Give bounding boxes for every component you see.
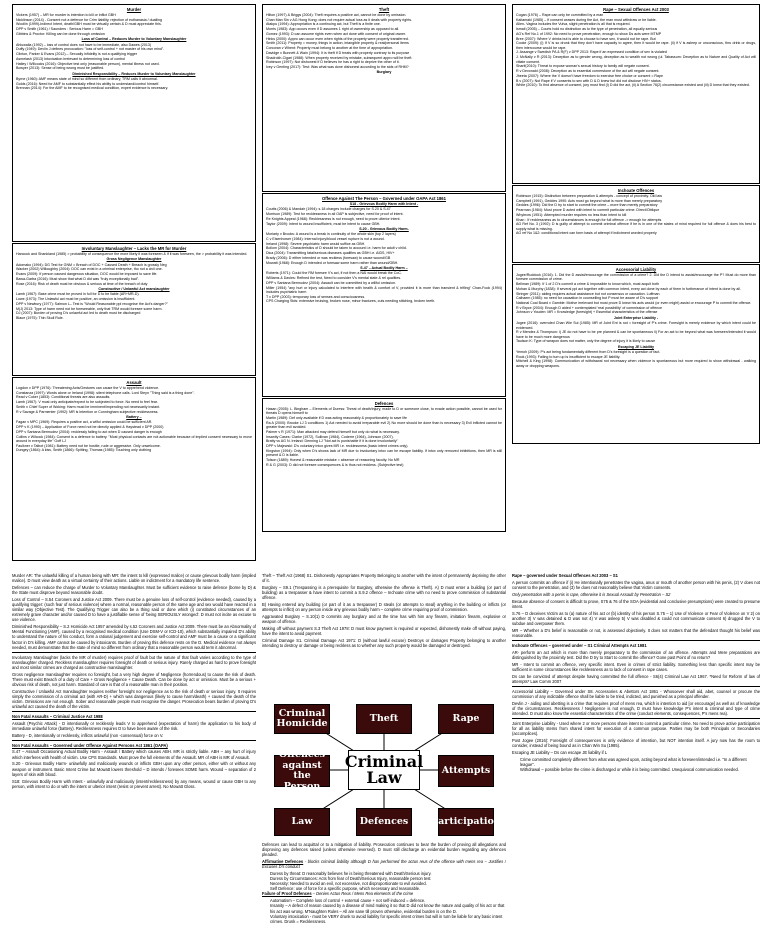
affirmative-desc: - blocks criminal liability although D has performed the actus reus of the offence with mens rea – Justifies / Excuses D's conduct	[262, 859, 506, 870]
assault-panel	[12, 377, 256, 561]
defences-line: Palmer v R (1971): Man attacked may defend himself but only do what is necessary.	[266, 429, 400, 434]
theft-panel	[262, 4, 506, 192]
assault-line: R v Savage & Parmenter (1992): MR is Intention or Cunningham subjective recklessness.	[16, 409, 159, 414]
escaping-list	[512, 757, 760, 772]
gross-negligence-text: Gross negligence manslaughter requires no foresight, but a very high degree of Negligence (horrendous) to cause the risk of death. There must exist Breach of a duty of Care + Gross Negligence + Cause Death. Can be done by act or omission. Must be a serious + obvious risk of death, not just harm. Standard of care is that of a reasonable man in their position.	[12, 671, 256, 687]
inchoate-ar-text: AR- perform an act which is more than merely preparatory to the commission of an offence. Attempts and Mere preparations are distinguished by the proximity test. Did the D try to Start to commit the offence? Gone past Point of no return?	[512, 649, 760, 660]
gross-line: Bawa-Garba (2016): Must show that what D did was "truly exceptionally bad".	[16, 276, 140, 281]
accessorial-line: R v Bryce (2004): Enough D aided + contemplated 'real possibility' of commission of offence	[516, 305, 663, 310]
battery-line: DPP v Santana Bermudez (2004): recklessly failing to act when D caused danger is enough	[16, 429, 162, 434]
s47-heading: S.47 – Actual Bodily Harm –	[360, 265, 408, 270]
inchoate-title: Inchoate Offences	[617, 188, 655, 193]
rape-line: Jheeta (2007): Where the V doesn't have freedom to exercise free choice or consent = Rape	[516, 73, 664, 78]
burglary-heading: Burglary	[376, 70, 392, 75]
theft-line: Shadrokh-Cigari (1988): When property received by mistake, subsequent appro will be theft.	[266, 55, 413, 60]
defences-line: Bratty vs AG N. Ireland: Denning LJ "Not act is punishable if it is done involuntarily"	[266, 439, 398, 444]
theft-line: Smith (2011): Property = money, things in action, intangible property & real/personal items	[266, 41, 409, 46]
escaping-line: Mitchell & King (1998): Communication of withdrawal not necessary when violence is spontaneous but more required to show withdrawal - walking away or dropping weapons.	[516, 359, 756, 368]
murder-panel	[12, 4, 256, 242]
dim-resp-line: Byrne (1960): AMF means state of mind so different from ordinary, TRM calls it abnormal.	[16, 76, 158, 81]
list-item: • Withdrawal – possible before the crime is discharged or while it is being committed. Unequivocal communication needed.	[520, 767, 760, 772]
s18-line: Taylor (2009): Intent to wound insufficient, must be intent to cause GBH.	[266, 221, 381, 226]
joint-enterprise-line: Taulson K: Type of weapon does not matter, only the degree of injury it is likely to cause	[516, 339, 656, 344]
criminal-law-diagram	[272, 700, 501, 840]
theft-line: Chan Man Sin v AG Hong Kong: does not require actual loss as it deals with property rights.	[266, 17, 413, 22]
assault-line: Lamb (1967): V must only anticipate/expect to be subjected to force. No need to feel fear.	[16, 400, 158, 405]
defences-line: Martin (1989): Def only available if D was acting reasonably & proportionately to save life	[266, 416, 408, 421]
assault-line: Read v Coker (1853): Conditional threats are also assaults.	[16, 395, 111, 400]
s20-line: Moriarty v Brooks: A wound is a break in continuity of the whole skin (top 2 layers)	[266, 232, 396, 237]
gross-line: Evans (2009): If person caused dangerous situation, DOC would be imposed to save life.	[16, 272, 158, 277]
s20-text: S.20 - Grievous Bodily Harm- unlawfully and maliciously wounds or inflicts GBH upon any other person, either with or without any weapon or instrument. Basic Intent Crime but Mowatt lowers threshold – D intends / foresees SOME harm. Wound – separation of 2 layers of skin with blood.	[12, 761, 256, 777]
defences-low-text: Defences can lead to acquittal or to a mitigation of liability. Prosecution continues to bear the burden of proving all allegations and disproving any defences raised (unless otherwise reversed). D must still discharge an evidential burden regarding any defences pleaded.	[262, 842, 506, 858]
murder-title: Murder	[126, 7, 142, 12]
inchoate-line: Whybrow (1951): Attempted murder requires no less than intent to kill	[516, 212, 627, 217]
theft-line: Corcoran v Whent: Property must belong to another at the time of appropriation.	[266, 46, 394, 51]
rape-title: Rape – Sexual Offences Act 2003	[603, 7, 669, 12]
rape-panel	[512, 4, 760, 184]
list-item: • Insanity – A defect of reason caused by a disease of mind making it so that D did not know the nature and quality of his act or that his act was wrong. M'Naughten Rules – All are sane till proven otherwise, evidential burden is on the D.	[270, 903, 506, 913]
rape-italic-text: Only penetration with a penis is rape, otherwise it is Sexual Assault by Penetration – S2	[512, 591, 671, 597]
joint-enterprise-line: R v Mendez & Thompson: i) JE do not have to be pre planned & can be spontaneous ii) For an act to be beyond what was foreseen/intended it would have to be much more dangerous	[516, 330, 756, 339]
oapa-panel	[262, 193, 506, 397]
mr-text: MR – Whether a D's belief is reasonable or not, is assessed objectively. It does not matters that the defendant thought his belief was reasonable.	[512, 627, 760, 638]
battery-heading: Battery –	[126, 415, 142, 420]
constructive-line: DPP v Newbury (1977): Salmon L– Test is "Would Reasonable ppl recognise the Act's danger?"	[16, 301, 168, 306]
rape-line: Ismail (2005) – Courts hold no distinction as to the type of penetration, all equally serious	[516, 27, 658, 32]
list-item: • Crime committed completely different from what was agreed upon, acting beyond what is foreseen/intended i.e. "In a different league".	[520, 757, 760, 767]
rape-line: White (2010): To find absence of consent, jury must find (i) D did the act, (ii) A Section 76(2) circumstance existed and (iii) D knew that they existed.	[516, 83, 750, 88]
diagram-box-law: Law	[274, 808, 330, 836]
inchoate-line: Campbell (1991), Geddes 1990: Acts must go beyond what is more than merely preparatory	[516, 198, 663, 203]
s20-line: Mowatt (1968): Enough D intended or foresaw some harm rather than wound/GBH.	[266, 260, 399, 265]
failure-text	[262, 891, 506, 896]
dim-resp-line: Brennan (2014): For the AMF to be recognised medical condition, expert evidence is necessary.	[16, 86, 169, 91]
accessorial-panel	[512, 264, 760, 444]
battery-line: Fagan v MPC (1969): Requires a positive act, a wilful omission could be sufficient AR.	[16, 420, 153, 425]
battery-line: Faulkner v Talbot (1981): Battery need not be hostile, rude or aggressive. Only unwelcome.	[16, 443, 161, 448]
escaping-text: Escaping JE Liability – Ds can escape JE liability if L	[512, 749, 608, 755]
murder-line: Gibbins & Proctor: Killing can be done through omission	[16, 31, 105, 36]
rape-line: Kaitamaki (1985) – If consent ceases during the Act, the man must withdraw or be liable.	[516, 17, 657, 22]
defences-line: DPP v Majewski: D's voluntary intox gives MR i.e. recklessness (basic intent crimes only).	[266, 444, 409, 449]
s18-heading: S18 - Grievous Bodily Harm with Intent -	[349, 202, 419, 206]
divider	[512, 640, 760, 641]
dim-resp-text: Diminished Responsibility – S.2 Homicide Act 1957 amended by s.52 Coroners and Justice Act 2009. There must be an Abnormality of Mental Functioning (AMF), caused by a recognised medical condition (Use DSM-V or ICD-10), which substantially impaired D's ability to understand the nature of his conduct, form a rational judgement and exercise self-control and AMF must be a cause or a significant factor in D's killing. AMF cannot be caused by intoxicants. Burden of proving this defence rests on the D. Medical evidence not always needed, must demonstrate that the state of mind so different from ordinary that a reasonable person would term it abnormal.	[12, 624, 256, 650]
diagram-box-attempts: Attempts	[438, 755, 494, 787]
gross-heading: Gross Negligence Manslaughter	[106, 257, 162, 262]
involuntary-text: Involuntary Manslaughter (lacks the MR of murder) requires proof of fault but the nature of that fault varies according to the type of manslaughter charged. Reckless manslaughter requires foresight of death or serious injury. Rarely charged as hard to prove foresight and most similar crimes are charged as constructive manslaughter.	[12, 654, 256, 670]
non-fatal-heading: Non Fatal Assaults – Criminal Justice Act 1988	[12, 713, 103, 719]
rape-line: Sharif(2010): Threat to expose woman's sexual history to family will negate consent.	[516, 64, 650, 69]
inchoate-panel	[512, 185, 760, 263]
defences-text: Defences – can reduce the charge of Murder to Voluntary Manslaughter. Must be sufficient evidence to raise defence (borne by D) & the State must disprove beyond reasonable doubt.	[12, 584, 256, 596]
constructive-line: Lowe (1973): The Unlawful act must be positive, an omission is insufficient.	[16, 297, 136, 302]
gross-line: Adomako (1994): DG Test for GNM = Breach of DOC + Caused Death + Breach is grossly Neg	[16, 262, 167, 267]
assault-line: Smith v Chief Super of Woking: Harm must be imminent/impending not necessarily instant.	[16, 404, 161, 409]
gross-line: Wacker (2002) Willoughby (2004): DOC can exist in a criminal enterprise, tho not a civil one.	[16, 267, 163, 272]
loss-control-line: Ahluwalia (1992) – loss of control does not have to be immediate, also Dawes (2013)	[16, 42, 152, 47]
constructive-line: Lamb (1967): Base crime must be proved in full for D to be liable (AR+MR-D).	[16, 292, 140, 297]
list-item: • Duress by threat: D reasonably believes he is being threatened with Death/Serious injury.	[270, 871, 506, 876]
s47-line: T v DPP (2003): temporary loss of senses and consciousness.	[266, 294, 366, 299]
diagram-box-oap: Offences against the Person	[274, 755, 330, 787]
s20-line: Brady (2006): D either intended or was reckless (foresaw) to cause wound/GB	[266, 255, 391, 260]
s47-line: Roberts (1971): Could the RM foresee V's act, if not then a NAI would break the CoC.	[266, 271, 402, 276]
list-item: • Self Defence: use of force for a specific purpose, which necessary and reasonable.	[270, 886, 506, 891]
rape-line: J. Assange v Swedish PA & R(F) v DPP 2013: Rape if an expressed condition of sex is violated	[516, 50, 667, 55]
joint-enterprise-text: Joint Enterprise Liability - Used where 2 or more persons share intent to commit a particular crime. No need to prove active participation for all as liability stems from shared intent for execution of a common purpose. Parties may be both Principals or Secondaries (accomplices).	[512, 720, 760, 736]
assault-line: Logdon v DPP (1976): Threatening Acts/Gestures can cause the V to apprehend violence.	[16, 386, 160, 390]
divider	[12, 711, 256, 712]
s76-text: S.76 – D deceives Victim as to (a) nature of his act or (b) identity of his person S.75 – 1) Use of Violence or Fear of Violence on V 2) on another 3) V was detained & D was not 4) V was asleep 5) V was disabled & could not communicate consent 6) drugged the V to subdue and overpower them.	[512, 610, 760, 626]
theft-line: Morris (1983): App occurs even if D assumes 1 right of ownership as opposed to all.	[266, 27, 400, 32]
battery-text: Battery - D, intentionally or recklessly, inflicts unlawful (non -consensual) force on V.	[12, 732, 164, 738]
battery-line: Dungey (1864): A kiss, Smith (1866): Spitting, Thomas (1985): Touching only clothing	[16, 448, 152, 453]
accessorial-line: Johnson v Youden: MR = Knowledge (foresight) + Essential characteristics of the offense	[516, 310, 658, 315]
murder-line: Nicklinson (2014) - Consent not a defence for Crim liability, rejection of euthanasia / dualling	[16, 17, 162, 22]
diagram-box-theft: Theft	[356, 704, 412, 734]
s20-line: C v Eisenhower (1984): Internal injury/blood vessel rupture is not a wound.	[266, 236, 385, 241]
murder-line: DPP v Smith (1961) / Saunders : Serious Harm = GBH	[16, 27, 103, 32]
escaping-line: Rook (1993): Failing to turn up is insufficient to escape JE liability.	[516, 354, 621, 359]
involuntary-title: Involuntary Manslaughter – Lacks the MR for Murder	[81, 246, 187, 251]
list-item: • Duress by Circumstances: Acts from fear of Death/Serious Injury, reasonable person test	[270, 876, 506, 881]
theft-line: Gomez (1993): D can assume rights even when act done with consent of original owner.	[266, 31, 407, 36]
dim-resp-heading: Diminished Responsibility – Reduces Murder to Voluntary Manslaughter	[72, 71, 196, 76]
inchoate-heading: Inchoate Offences – governed under – S1 Criminal Attempts Act 1981	[512, 642, 647, 648]
accessorial-line: Jogee/Ruddock (2016): 1. Did the D assist/encourage the commission of a crime? 2. Did the D intend to assist/encourage the P? Must do more than foresee commission of crime.	[516, 273, 756, 282]
s47-text: S.47 – Assault Occasioning Actual Bodily Harm - Assault / Battery which causes ABH. MR is strictly liable. ABH – any hurt of injury which interferes with health of victim. Use CPS Standards. Must prove the full elements of the Assault. MR of ABH is MR of Assault.	[12, 749, 256, 760]
inchoate-line: AG ref No 1&2: conditional intent can form basis of attempt if indictment worded properly	[516, 231, 657, 236]
inchoate-line: AG Ref No. 3 (1992): D is guilty of attempt to commit criminal offence if he is in one of the states of mind required for full offence & does his best to supply what is missing.	[516, 222, 756, 231]
rape-line: Cooke (2009): (i) If V is so drunk that they don't have capacity to agree, then it would be rape. (ii) if V is asleep or unconscious, thru drink or drugs, then intercourse would be rape.	[516, 41, 756, 50]
s18-line: Re Knights Appeal (1968): Recklessness is not enough, need to prove ulterior intent.	[266, 216, 401, 221]
divider	[512, 718, 760, 719]
s47-line: DPP v Santana Bermudez (2004): Assault can be committed by a willful omission.	[266, 280, 396, 285]
joint-enterprise-line: Jogee (2016): overruled Chan Wie Sui (1985): MR of Joint Ent is not = foresight of P's crime. Foresight is merely evidence by which intent could be evidenced.	[516, 321, 756, 330]
accessorial-line: National Coal Board v Gamble: Motive irrelevant but must prove D knew his acts would (or even might) assist or encourage P to commit the offence.	[516, 301, 752, 306]
theft-line: Davidge v Bunnett & Wain (1994): It is theft if D treats with property contrary to its purpose	[266, 50, 410, 55]
defences-title: Defences	[374, 401, 394, 406]
accessorial-line: Calhaem (1985): no need for causation in counselling but P must be aware of D's support	[516, 296, 659, 301]
aggravated-burglary-text: Aggravated Burglary – S.10(1) D commits any burglary and at the time has with him any firearm, imitation firearm, explosive or weapon of offence.	[262, 614, 506, 625]
making-off-text: Making off without payment S.3 Theft Act 1978: D must know payment is required or expected, dishonestly make off without paying, have the intent to avoid payment.	[262, 626, 506, 637]
lower-col-3	[512, 573, 760, 928]
loss-control-line: Bowyer (2013): Sense of being wrong must be justified.	[16, 66, 105, 71]
defences-line: Kingston (1994): Only when D's shows lack of MR due to involuntary intox can he escape liability. If intox only removed inhibitions, then MR is still present & D is liable.	[266, 448, 502, 458]
theft-line: Atakpu (1994): Appropriation is a continuing act, but Theft is a finite one.	[266, 22, 381, 27]
inchoate-line: Geddes (1996): Did the D try to start to commit the crime – more than merely preparatory	[516, 203, 658, 208]
rape-line: AG's Ref No.1 of 1992: No need to prove penetration, enough to show Ds acts were MTMP	[516, 31, 662, 36]
rape-line: R v Devonald (2008): Deception as to essential cornerstone of the act will negate consent.	[516, 69, 660, 74]
dim-resp-line: Golds (2016): Need for AMF to substantially effect his ability to understand/control himself.	[16, 81, 160, 86]
theft-line: Hilton (1997) & Briggs (2004): Theft requires a positive act, cannot be done by omission.	[266, 13, 407, 17]
gross-line: Rose (2016): Risk of death must be obvious & serious at time of the breach of duty	[16, 281, 148, 286]
s18-text: S18: Grievous Bodily Harm with Intent - unlawfully and maliciously (intent/recklessness) by any means, wound or cause GBH to any person, with intent to do or with the intent or ulterior intent (resist or prevent arrest). No Mowatt Gloss.	[12, 778, 256, 789]
involuntary-panel	[12, 243, 256, 376]
constructive-heading: Constructive / Unlawful Act manslaughter	[98, 286, 170, 291]
accessorial-text: Accessorial Liability – Governed under S8. Accessories & Abettors Act 1861 - Whosoever shall aid, abet, counsel or procure the commission of any indictable offence shall be liable to be tried, indicted, and punished as a principal offender.	[512, 688, 760, 699]
accessorial-line: Mohan & Murphy (1838): If several ppl act together with common intent, every act done by each of them in furtherance of intent is done by all.	[516, 286, 741, 291]
defences-line: Hasan (2005): L. Bingham – Elements of Duress: Threat of death/injury, made to D or someone close, to evade action possible, cannot be used for threats D opens himself to	[266, 407, 502, 416]
loss-control-line: Clinton, Parker & Evans (2012) – Sexually infidelity is not a qualifying trigger	[16, 52, 138, 57]
inchoate-line: Khan : If recklessness as to circumstances is enough for full offence -> enough for attempts	[516, 217, 662, 222]
diagram-box-homicide: Criminal Homicide	[274, 704, 330, 734]
loss-control-line: Hatley / Willcocks (2016): Objective test only (reasonable person), mental illness not used.	[16, 61, 160, 66]
s20-line: Ireland (1998): Severe psychiatric harm would suffice as GBH.	[266, 241, 366, 246]
s18-line: Coutts (2006) & Mandair (1994): s.18 charges include charges for S.20 & S.47	[266, 207, 391, 212]
accessorial-title: Accessorial Liability	[615, 267, 657, 272]
devlin-text: Devlin J - aiding and abetting is a crime that requires proof of mens rea, which is intention to aid [or encourage] as well as of knowledge of the circumstances. Recklessness / Negligence is not enough, D must have knowledge P's intent & criminal and type of crime intended. D must also know the essential characteristics of the crime (conduct elements, consequences, P's mens rea).	[512, 700, 760, 716]
escaping-heading: Escaping JE Liability	[618, 344, 654, 349]
diagram-box-participation: Participation	[438, 808, 494, 836]
murder-ar-text: Murder AR: The unlawful killing of a human being with MR: the intent to kill (expressed malice) or cause grievous bodily harm (implied malice). D must view death as a virtual certainty of their actions. Liable on indictment for a mandatory life sentence.	[12, 573, 256, 584]
lower-col-1	[12, 573, 256, 928]
divider	[512, 686, 760, 687]
murder-lines	[16, 13, 252, 36]
constructive-line: DJ (2007): Burden of proving D's unlawful act led to death must be discharged	[16, 311, 141, 316]
diagram-center: Criminal Law	[348, 750, 420, 790]
divider	[12, 740, 256, 741]
rape-line: J. McNally v R (2013): Deception as to gender wrong, deception as to wealth not wrong (ul. Tabassum: Deception as to Nature and Quality of Act will vitiate consent.	[516, 55, 756, 64]
affirmative-heading: Affirmative Defences	[262, 859, 304, 865]
list-item: • Necessity: Needed to avoid an evil, not excessive, not disproportionate to evil avoided.	[270, 881, 506, 886]
assault-line: Constanza (1997): Words alone or Ireland (1998): silent telephone calls. Lord Steyn "Thing said is a thing done".	[16, 390, 195, 395]
defences-panel	[262, 398, 506, 532]
post-jogee-text: Post Jogee (2016): Foresight of consequences is only evidence of intention, but NOT intention itself. A jury now has the room to consider, instead of being bound as in Chan Win Su (1985).	[512, 737, 760, 748]
theft-title: Theft	[378, 7, 390, 12]
loss-control-line: Asmelash (2013) Intoxication irrelevant to determining loss of control	[16, 56, 126, 61]
accessorial-line: Stringer (2011): aiding requires actual assistance but not consensus or causation. Luffman	[516, 291, 660, 296]
diagram-box-rape: Rape	[438, 704, 494, 734]
inchoate-line: Robinson (1915): Distinction between preparation & attempts - concept of proximity. Old law	[516, 194, 662, 198]
rape-line: Allen- Vagina includes the Vulva, slight penetration is all that is required.	[516, 22, 631, 27]
s20-line: Dica (2004): Transmitting fatal/serious diseases qualifies as GBH i.e. AIDS, HIV+	[266, 251, 395, 256]
battery-line: DPP v K (1990) – Application of Force need not be directly applied & Haystead v DPP (2000)	[16, 425, 164, 430]
affirmative-text	[262, 859, 506, 869]
escaping-line: Yemoh (2009): P's act being fundamentally different from D's foresight is a question of fact.	[516, 350, 661, 355]
rape-heading: Rape – governed under Sexual Offences Act 2003 – S1	[512, 573, 618, 578]
battery-line: Collins v Wilcock (1984): Consent is a defence to battery. "Most physical contacts are not actionable because of implied consent necessary to move around in everyday life" Goff LJ	[16, 434, 252, 443]
oapa-heading: Non Fatal Assaults – Governed under Offence Against Persons Act 1861 (OAPA)	[12, 742, 168, 748]
rape-line: B v (2007): Not Rape if V consents to sex with D & D knew but did not disclose HIV+ status.	[516, 78, 662, 83]
joint-enterprise-heading: Joint Enterprise Liability -	[613, 315, 659, 320]
lower-col-2-bottom	[262, 842, 506, 930]
failure-desc: – Denies Actus Reus / Mens Rea elements of the crime	[312, 891, 414, 897]
defences-line: R & G (2003): D did not foresee consequences & is thus not reckless. (Subjective test)	[266, 462, 404, 467]
burglary-b-text: B) Having entered any building (or part of it as a trespasser) D steals (or attempts to steal) anything in the building or inflicts (or attempts to inflict) on any person inside any grievous bodily harm – complete crime requiring proof of commission.	[262, 602, 506, 613]
oapa-title: Offence Against The Person – Governed under OAPA Act 1861	[322, 196, 446, 201]
inchoate-mr-text: MR - Intent to commit an offence, very specific intent. Even in crimes of strict liability. Something less than specific intent may be sufficient in some circumstances like recklessness as to lack of consent in rape cases.	[512, 661, 760, 672]
consent-text: Because absence of consent is difficult to prove, S75 & 76 of the SOA (evidential and conclusive presumptions) were created to presume intent.	[512, 598, 760, 609]
burglary-text: Burglary – S9.1 (Trespassing is a prerequisite for Burglary, otherwise the offense is Theft). A) D must enter a building (or part of building) as a trespasser & have intent to commit a S.9.2 offence – Inchoate crime with no need to prove commission of substantial offence.	[262, 584, 506, 601]
defences-line: Insanity Cases: Clarke (1972), Sullivan (1984), Coderre (1964), Johnson (2007).	[266, 434, 394, 439]
theft-line: Ivey v Genting (2017): Test: Was what was done dishonest according to the stds of RHM?	[266, 65, 409, 70]
s47-line: Miller (1954) "any hurt or injury calculated to interfere with health & comfort of V, provided it is more than transient & trifling" Chan-Fook (1994) includes psychiatric harm	[266, 285, 502, 294]
divider	[12, 652, 256, 653]
constructive-line: Blaue (1975): Thin Skull Rule.	[16, 315, 64, 320]
defences-line: Tolson (1889): Honest & reasonable mistake = absence of reasoning faculty. No MR	[266, 457, 400, 462]
s20-line: Bollom (2004): Characteristics of D should be taken to account i.e. harm for adult v child.	[266, 246, 407, 251]
list-item: • Automatism – Complete loss of control + external cause + not self-induced = defence.	[270, 898, 506, 903]
theft-text: Theft – Theft Act (1968) S1. Dishonestly Appropriates Property Belonging to another with the intent of permanently depriving the other of it.	[262, 573, 506, 584]
assault-text: Assault (Psychic Attack) - D intentionally or recklessly leads V to apprehend (expectation of harm) the application to his body of immediate unlawful force (battery). Recklessness requires D to have been aware of the risk.	[12, 720, 256, 731]
defences-line: Ra A (2000): Brooke LJ 3 conditions 1) Act needed to avoid irreparable evil 2) No more should be done than is necessary 3) Evil inflicted cannot be greater than evil avoided.	[266, 420, 502, 430]
rape-line: Cogan (1976) – Rape can only be committed by a man	[516, 13, 604, 17]
constructive-text: Constructive / Unlawful Act manslaughter requires neither foresight nor negligence as to the risk of death or serious injury. It requires simply the commission of a criminal act (with AR-D) + which was dangerous (likely to cause harm/death) + caused the death of the victim. Omissions are not enough. Sober and reasonable people must recognise the danger. Prosecution bears burden of proving D's unlawful act caused the death of the victim.	[12, 688, 256, 709]
murder-line: Vickers (1957) – MR for murder is intention to kill or inflict GBH	[16, 13, 116, 17]
s18-line: Morrison (1989): Test for recklessness in all OAP is subjective, need for proof of intent.	[266, 212, 404, 217]
assault-title: Assault	[126, 380, 142, 385]
lower-col-2-top	[262, 573, 506, 698]
constructive-line: M(J) 2013: Type of harm need not be foreseeable, only that TRM would foresee some harm.	[16, 306, 163, 311]
s47-line: CPS Charging Stds: extensive bruising, broken nose, minor fractures, cuts needing stitching, broken teeth.	[266, 299, 436, 304]
involuntary-line: Hancock and Shankland (1985) > probability of consequence the more likely it was foreseen & if it was foreseen, the > probability it was intended.	[16, 252, 248, 256]
failure-list	[262, 898, 506, 923]
accessorial-line: Bellman (1989): If 1 of 2 D's commit a crime & impossible to know which, must acquit both	[516, 282, 660, 287]
theft-line: Robinson (1997): Not dishonest if D believes he has a right to deprive the other of it.	[266, 60, 400, 65]
theft-line: Hinks (2000): Appro can occur even when rights of the property were properly transferred.	[266, 36, 409, 41]
affirmative-list	[262, 871, 506, 891]
s47-line: Williams & Davies: Refined the test, Need to consider V's mental state & rel qualities.	[266, 276, 402, 281]
inchoate-line: Pearman (1984): Must prove D acted with intent to commit particular crime. Direct/Oblique	[516, 208, 660, 213]
diagram-box-defences: Defences	[356, 808, 412, 836]
s20-heading: S.20 - Grievous Bodily Harm-	[359, 226, 409, 231]
rape-body-text: A person commits an offence if (i) He intentionally penetrates the vagina, anus or mouth of another person with his penis, (2) V does not consent to the penetration, and (3) he does not reasonably believe that Victim consents.	[512, 579, 760, 590]
list-item: • Voluntary intoxication - must be VERY drunk to avoid liability for specific intent crimes but will in turn be liable for any basic intent crimes. Drunk = Recklessness.	[270, 914, 506, 924]
loss-of-control-text: Loss of Control – S.54 Coroners and Justice Act 2009. There must be a genuine loss of self-control (evidence needed), caused by a qualifying trigger: (such fear of serious violence) where a normal, reasonable person of the same age and sex would have reacted in a similar way (Objective Test). The Qualifying Trigger can also be a thing said or done which (i) constituted circumstances of an extremely grave character and/or caused D to have a justifiable sense of 'being SERIOUSLY wronged'. D must not incite as excuse to use violence.	[12, 596, 256, 623]
loss-control-heading: Loss of Control – Reduces Murder to Voluntary Manslaughter	[81, 37, 187, 42]
impossibility-text: Ds can be convicted of attempt despite having committed the full offence - S6(4) Criminal Law Act 1967. *Need for Reform of law of attempts* Law Comm 2007	[512, 673, 760, 684]
rape-line: Bree (2007): Where V drinks but is able to choose to have sex, it would not be rape. But	[516, 36, 656, 41]
failure-heading: Failure of Proof Defences	[262, 891, 312, 897]
murder-line: Woollin (1999)-Indirect Intent, death/GBH must be virtually certain & D must appreciate this.	[16, 22, 162, 27]
criminal-damage-text: Criminal Damage S1. Criminal Damage Act 1971: D (without lawful excuse) Destroys or damages Property belonging to another intending to destroy or damage or being reckless as to whether any such property would be damaged or destroyed.	[262, 638, 506, 649]
loss-control-line: Duffy (1949): Devlin J defines provocation: "loss of self-control + not master of his own mind".	[16, 47, 165, 52]
